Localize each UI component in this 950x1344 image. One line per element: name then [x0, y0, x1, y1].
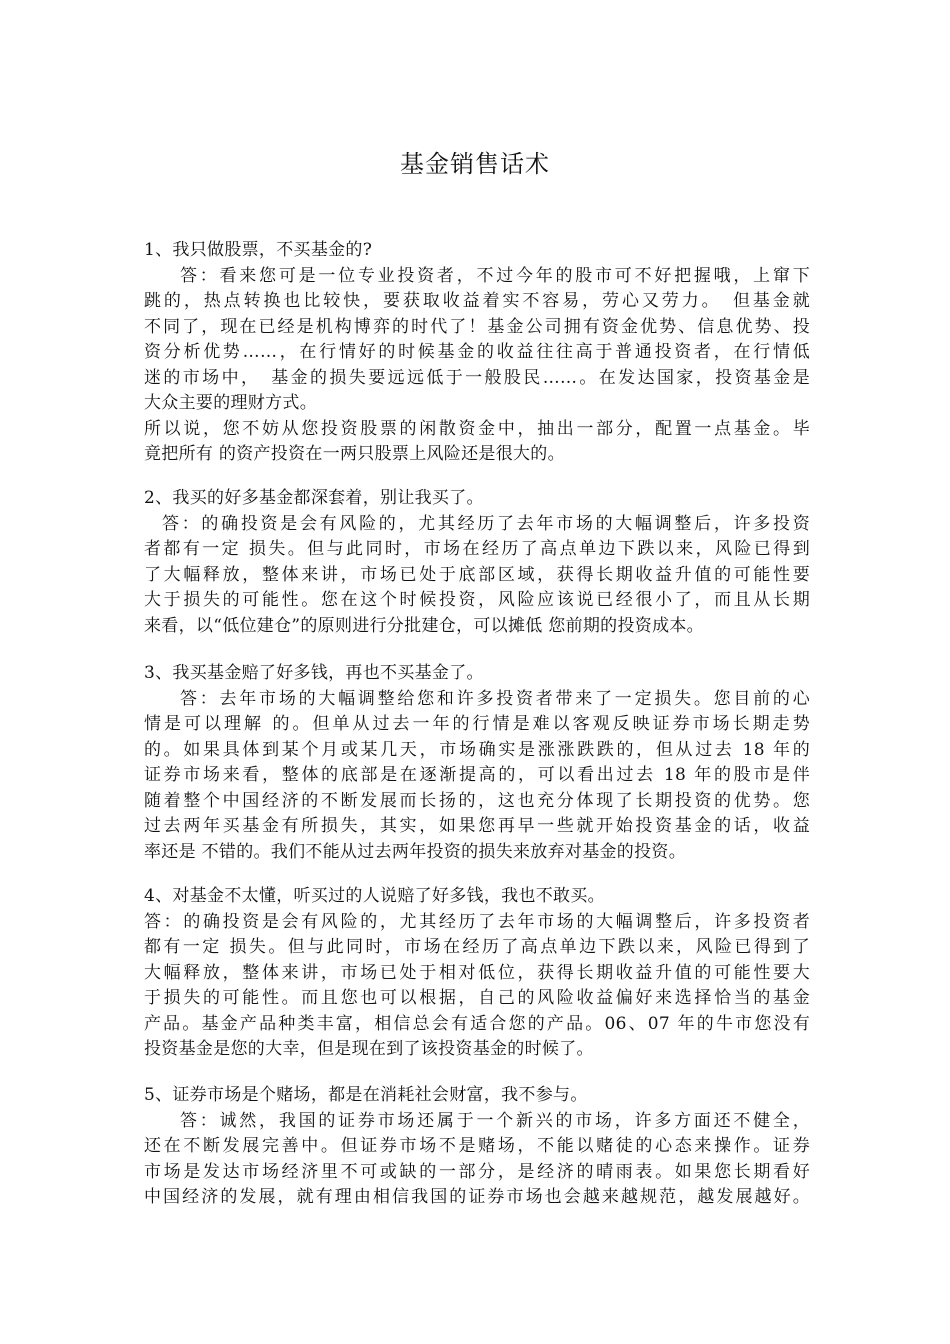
answer-line: 市场是发达市场经济里不可或缺的一部分，是经济的晴雨表。如果您长期看好: [144, 1161, 810, 1182]
answer-line: 的。如果具体到某个月或某几天，市场确实是涨涨跌跌的，但从过去 18 年的: [144, 739, 810, 760]
answer-line: 率还是 不错的。我们不能从过去两年投资的损失来放弃对基金的投资。: [144, 841, 687, 862]
answer-line: 大幅释放，整体来讲，市场已处于相对低位，获得长期收益升值的可能性要大: [144, 962, 810, 983]
question-2: 2、我买的好多基金都深套着，别让我买了。: [144, 488, 484, 508]
answer-line: 随着整个中国经济的不断发展而长扬的，这也充分体现了长期投资的优势。您: [144, 790, 810, 811]
answer-line: 答：看来您可是一位专业投资者，不过今年的股市可不好把握哦，上窜下: [180, 265, 810, 286]
answer-line: 还在不断发展完善中。但证券市场不是赌场，不能以赌徒的心态来操作。证券: [144, 1136, 810, 1156]
answer-line: 了大幅释放，整体来讲，市场已处于底部区域，获得长期收益升值的可能性要: [144, 564, 810, 585]
qa-section-4: [144, 884, 810, 1063]
question-4: 4、对基金不太懂，听买过的人说赔了好多钱，我也不敢买。: [144, 886, 605, 906]
answer-line: 答：的确投资是会有风险的，尤其经历了去年市场的大幅调整后，许多投资者: [144, 911, 810, 932]
answer-line: 者都有一定 损失。但与此同时，市场在经历了高点单边下跌以来，风险已得到: [144, 539, 810, 559]
page-title: 基金销售话术: [400, 150, 550, 178]
question-1: 1、我只做股票，不买基金的?: [144, 240, 373, 260]
answer-line: 不同了，现在已经是机构博弈的时代了！基金公司拥有资金优势、信息优势、投: [144, 316, 810, 337]
answer-line: 大于损失的可能性。您在这个时候投资，风险应该说已经很小了，而且从长期: [144, 590, 810, 610]
question-5: 5、证券市场是个赌场，都是在消耗社会财富，我不参与。: [144, 1085, 588, 1105]
qa-section-2: [144, 486, 810, 639]
qa-section-5: [144, 1083, 810, 1211]
answer-line: 投资基金是您的大幸，但是现在到了该投资基金的时候了。: [144, 1039, 594, 1059]
answer-line: 情是可以理解 的。但单从过去一年的行情是难以客观反映证券市场长期走势: [144, 714, 810, 734]
answer-line: 来看，以“低位建仓”的原则进行分批建仓，可以摊低 您前期的投资成本。: [144, 615, 704, 636]
answer-line: 答：去年市场的大幅调整给您和许多投资者带来了一定损失。您目前的心: [180, 688, 810, 709]
answer-line: 答：诚然，我国的证券市场还属于一个新兴的市场，许多方面还不健全，: [180, 1110, 810, 1131]
answer-line: 迷的市场中， 基金的损失要远远低于一般股民……。在发达国家，投资基金是: [144, 367, 810, 388]
answer-line: 竟把所有 的资产投资在一两只股票上风险还是很大的。: [144, 444, 565, 464]
answer-line: 产品。基金产品种类丰富，相信总会有适合您的产品。06、07 年的牛市您没有: [144, 1013, 810, 1034]
answer-line: 跳的，热点转换也比较快，要获取收益着实不容易，劳心又劳力。 但基金就: [144, 291, 810, 311]
answer-line: 答：的确投资是会有风险的，尤其经历了去年市场的大幅调整后，许多投资: [162, 513, 810, 534]
answer-line: 中国经济的发展，就有理由相信我国的证券市场也会越来越规范，越发展越好。: [144, 1187, 810, 1207]
question-3: 3、我买基金赔了好多钱，再也不买基金了。: [144, 663, 484, 683]
answer-line: 过去两年买基金有所损失，其实，如果您再早一些就开始投资基金的话，收益: [144, 816, 810, 836]
answer-line: 大众主要的理财方式。: [144, 393, 317, 413]
qa-section-3: [144, 661, 810, 865]
answer-line: 所以说，您不妨从您投资股票的闲散资金中，抽出一部分，配置一点基金。毕: [144, 418, 810, 439]
answer-line: 都有一定 损失。但与此同时，市场在经历了高点单边下跌以来，风险已得到了: [144, 937, 810, 957]
answer-line: 于损失的可能性。而且您也可以根据，自己的风险收益偏好来选择恰当的基金: [144, 988, 810, 1008]
qa-section-1: [144, 238, 810, 468]
answer-line: 证券市场来看，整体的底部是在逐渐提高的，可以看出过去 18 年的股市是伴: [144, 765, 810, 785]
answer-line: 资分析优势……，在行情好的时候基金的收益往往高于普通投资者，在行情低: [144, 342, 810, 362]
